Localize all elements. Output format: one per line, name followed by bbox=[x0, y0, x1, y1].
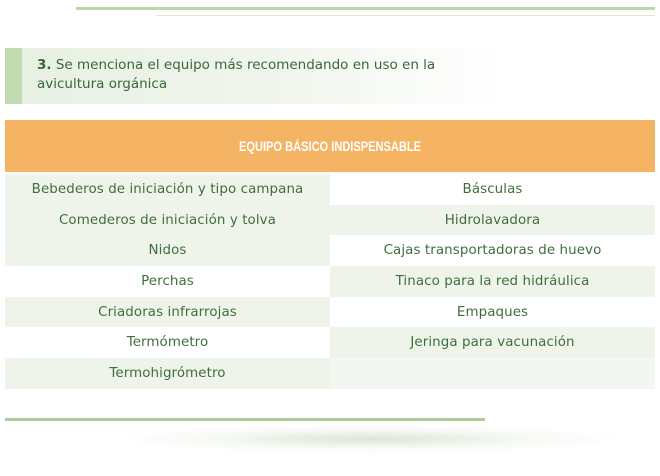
question-accent-bar bbox=[5, 48, 22, 104]
table-cell-right: Jeringa para vacunación bbox=[330, 327, 655, 358]
table-cell-left: Comederos de iniciación y tolva bbox=[5, 205, 330, 236]
table-cell-left: Criadoras infrarrojas bbox=[5, 297, 330, 328]
table-cell-left: Bebederos de iniciación y tipo campana bbox=[5, 174, 330, 205]
question-text bbox=[37, 56, 477, 94]
question-body: Se menciona el equipo más recomendando en uso en la avicultura orgánica bbox=[37, 57, 436, 92]
table-cell-left: Nidos bbox=[5, 235, 330, 266]
bottom-decorative-line bbox=[5, 418, 485, 421]
table-header bbox=[5, 120, 655, 172]
top-decorative-thin-line bbox=[156, 15, 655, 16]
table-cell-right: Tinaco para la red hidráulica bbox=[330, 266, 655, 297]
table-cell-left: Termohigrómetro bbox=[5, 358, 330, 389]
table-row bbox=[5, 174, 655, 205]
table-cell-right: Hidrolavadora bbox=[330, 205, 655, 236]
table-row bbox=[5, 205, 655, 236]
table-cell-right bbox=[330, 358, 655, 389]
question-box bbox=[5, 48, 505, 104]
table-row bbox=[5, 358, 655, 389]
table-row bbox=[5, 297, 655, 328]
table-cell-right: Básculas bbox=[330, 174, 655, 205]
table-cell-right: Empaques bbox=[330, 297, 655, 328]
question-number: 3. bbox=[37, 57, 52, 73]
table-row bbox=[5, 235, 655, 266]
top-decorative-line bbox=[76, 7, 655, 10]
table-cell-left: Termómetro bbox=[5, 327, 330, 358]
table-cell-left: Perchas bbox=[5, 266, 330, 297]
table-row bbox=[5, 327, 655, 358]
table-header-title: EQUIPO BÁSICO INDISPENSABLE bbox=[238, 138, 422, 154]
bottom-shadow bbox=[120, 425, 620, 453]
equipment-table bbox=[5, 174, 655, 389]
table-row bbox=[5, 266, 655, 297]
table-cell-right: Cajas transportadoras de huevo bbox=[330, 235, 655, 266]
